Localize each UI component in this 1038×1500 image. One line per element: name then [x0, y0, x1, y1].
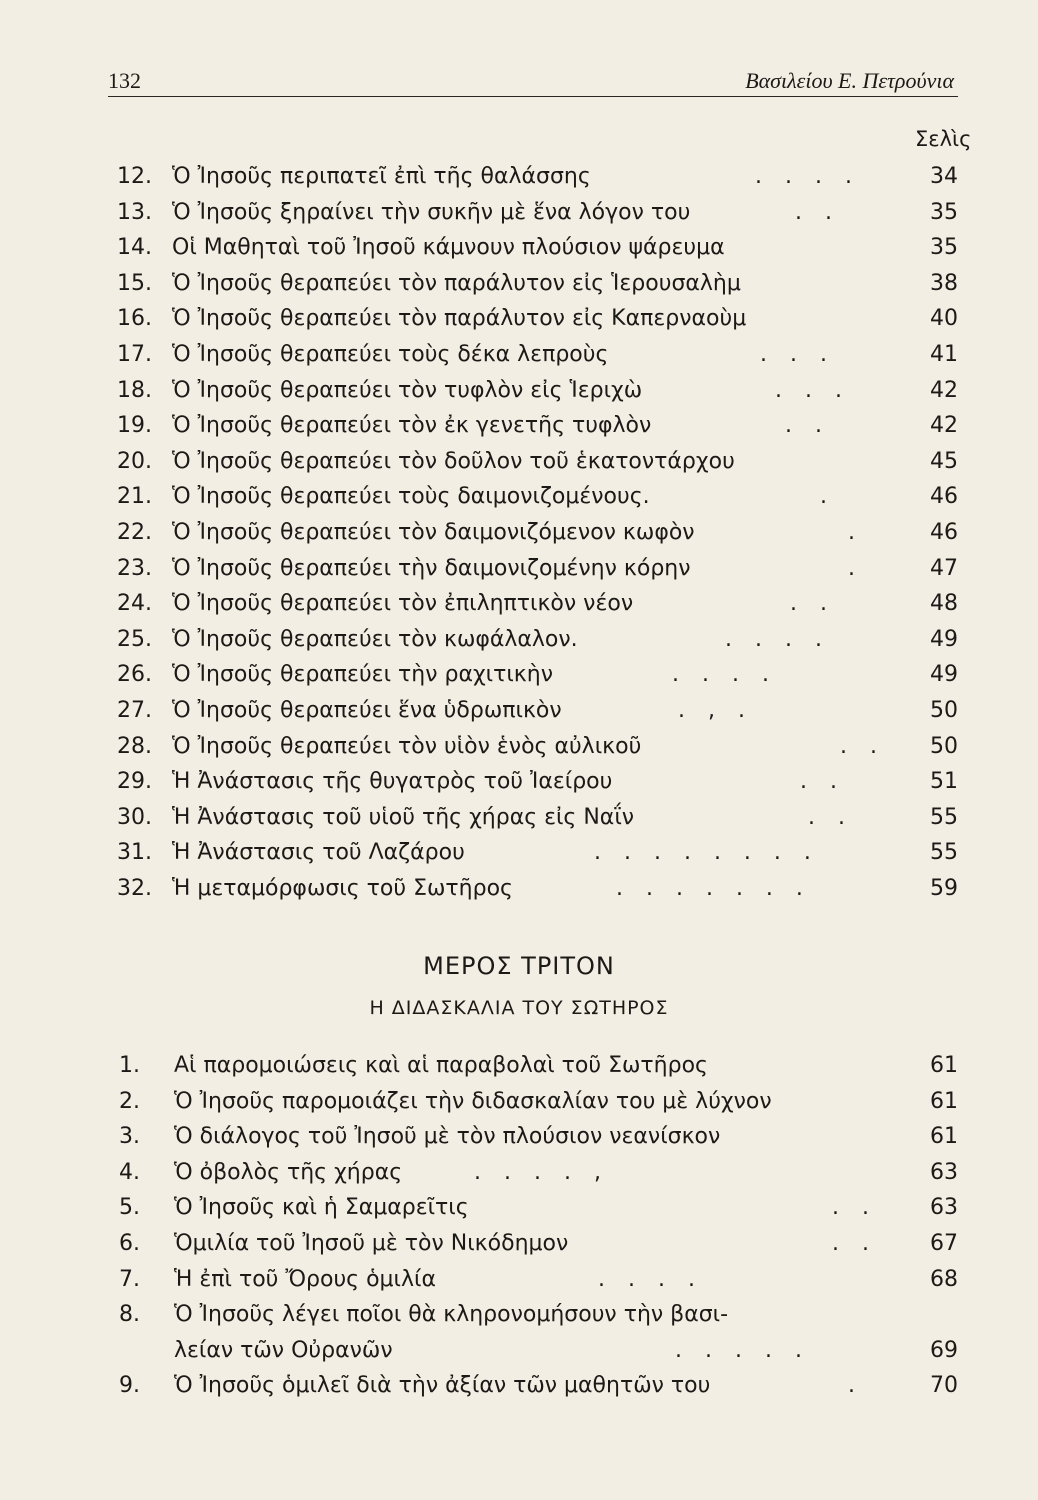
entry-number: 31.: [117, 840, 152, 866]
leader-dots: . .: [832, 1231, 877, 1256]
toc-entry: [0, 1267, 1038, 1303]
entry-number: 21.: [117, 484, 152, 510]
toc-entry: [0, 164, 1038, 200]
leader-dots: .: [848, 1373, 863, 1399]
toc-entry: [0, 1231, 1038, 1267]
entry-page: 46: [930, 520, 958, 545]
toc-entry: [0, 805, 1038, 841]
entry-page: 68: [930, 1266, 958, 1292]
entry-title: Ὁ Ἰησοῦς θεραπεύει τὸν κωφάλαλον.: [172, 626, 578, 652]
entry-number: 9.: [119, 1373, 140, 1399]
entry-title: Ὁ Ἰησοῦς θεραπεύει τοὺς δαιμονιζομένους.: [172, 484, 650, 510]
entry-number: 14.: [117, 235, 152, 261]
entry-title: Ὁ Ἰησοῦς ξηραίνει τὴν συκῆν μὲ ἕνα λόγον του: [172, 199, 691, 225]
leader-dots: . .: [790, 591, 835, 617]
entry-page: 70: [930, 1373, 958, 1399]
entry-title: Ὁ Ἰησοῦς ὁμιλεῖ διὰ τὴν ἀξίαν τῶν μαθητῶν του: [174, 1373, 711, 1399]
entry-title: Ὁ Ἰησοῦς θεραπεύει τὸν παράλυτον εἰς Ἱερουσαλὴμ: [172, 270, 741, 296]
entry-title-continuation: λείαν τῶν Οὐρανῶν: [174, 1337, 393, 1363]
entry-number: 32.: [117, 876, 152, 901]
entry-number: 1.: [119, 1053, 140, 1078]
leader-dots: . .: [832, 1195, 877, 1221]
page-column-label: Σελὶς: [915, 127, 972, 151]
entry-page: 49: [930, 662, 958, 688]
entry-page: 55: [930, 840, 958, 866]
toc-entry: [0, 876, 1038, 912]
toc-entry: [0, 698, 1038, 734]
leader-dots: .: [848, 555, 863, 581]
entry-number: 4.: [119, 1159, 140, 1185]
entry-title: Ὁ διάλογος τοῦ Ἰησοῦ μὲ τὸν πλούσιον νεανίσκον: [174, 1124, 721, 1150]
leader-dots: . . . .: [755, 164, 860, 189]
entry-page: 46: [930, 484, 958, 510]
entry-number: 16.: [117, 306, 152, 332]
entry-title: Ὁ Ἰησοῦς καὶ ἡ Σαμαρεῖτις: [174, 1195, 469, 1221]
leader-dots: . . . . . . . .: [594, 840, 819, 866]
entry-title: Ἡ Ἀνάστασις τῆς θυγατρὸς τοῦ Ἰαείρου: [172, 769, 613, 795]
entry-number: 20.: [117, 448, 152, 474]
entry-title: Ὁ Ἰησοῦς θεραπεύει τὸν ἐπιληπτικὸν νέον: [172, 591, 634, 617]
entry-number: 19.: [117, 413, 152, 439]
leader-dots: . . .: [775, 377, 850, 403]
entry-title: Ὁ Ἰησοῦς θεραπεύει τὸν παράλυτον εἰς Καπερναοὺμ: [172, 306, 747, 332]
toc-entry: [0, 449, 1038, 485]
page-number: 132: [108, 68, 141, 93]
toc-entry: [0, 1053, 1038, 1089]
entry-title: Ὁ Ἰησοῦς θεραπεύει τὴν δαιμονιζομένην κόρην: [172, 555, 691, 581]
entry-page: 63: [930, 1159, 958, 1185]
toc-entry: [0, 1195, 1038, 1231]
toc-entry: [0, 200, 1038, 236]
entry-title: Ἡ ἐπὶ τοῦ Ὄρους ὁμιλία: [174, 1266, 436, 1292]
entry-page: 69: [930, 1337, 958, 1363]
toc-entry: [0, 235, 1038, 271]
toc-entry: [0, 662, 1038, 698]
entry-number: 17.: [117, 342, 152, 367]
entry-page: 67: [930, 1231, 958, 1256]
entry-page: 35: [930, 235, 958, 261]
page-header: [108, 66, 958, 97]
entry-number: 30.: [117, 804, 152, 830]
entry-title: Ὁ Ἰησοῦς θεραπεύει τὸν ἐκ γενετῆς τυφλὸν: [172, 413, 652, 439]
entry-title: Ὁ Ἰησοῦς θεραπεύει τὸν τυφλὸν εἰς Ἱεριχὼ: [172, 377, 643, 403]
entry-page: 61: [930, 1124, 958, 1150]
leader-dots: . . . . .: [675, 1337, 810, 1363]
entry-title: Ὁ Ἰησοῦς θεραπεύει ἕνα ὑδρωπικὸν: [172, 698, 562, 723]
entry-number: 28.: [117, 733, 152, 759]
entry-number: 22.: [117, 520, 152, 545]
entry-page: 61: [930, 1088, 958, 1114]
entry-number: 8.: [119, 1302, 140, 1328]
entry-title: Αἱ παρομοιώσεις καὶ αἱ παραβολαὶ τοῦ Σωτῆρος: [174, 1053, 708, 1078]
leader-dots: .: [848, 520, 863, 545]
entry-title: Ὁ ὀβολὸς τῆς χήρας: [174, 1159, 403, 1185]
entry-number: 26.: [117, 662, 152, 688]
toc-entry: [0, 1302, 1038, 1338]
section-title: ΜΕΡΟΣ ΤΡΙΤΟΝ: [423, 952, 615, 980]
entry-title: Ὁ Ἰησοῦς θεραπεύει τοὺς δέκα λεπροὺς: [172, 342, 609, 367]
entry-page: 51: [930, 769, 958, 795]
entry-title: Ὁ Ἰησοῦς περιπατεῖ ἐπὶ τῆς θαλάσσης: [172, 164, 591, 189]
section-subtitle: Η ΔΙΔΑΣΚΑΛΙΑ ΤΟΥ ΣΩΤΗΡΟΣ: [369, 997, 669, 1019]
entry-page: 50: [930, 698, 958, 723]
entry-page: 42: [930, 377, 958, 403]
entry-page: 45: [930, 448, 958, 474]
leader-dots: . .: [840, 733, 885, 759]
leader-dots: . .: [808, 804, 853, 830]
entry-number: 3.: [119, 1124, 140, 1150]
entry-title: Ὁ Ἰησοῦς θεραπεύει τὴν ραχιτικὴν: [172, 662, 553, 688]
entry-page: 47: [930, 555, 958, 581]
entry-number: 25.: [117, 626, 152, 652]
entry-page: 61: [930, 1053, 958, 1078]
leader-dots: . . . . ,: [474, 1159, 609, 1185]
entry-number: 29.: [117, 769, 152, 795]
entry-page: 48: [930, 591, 958, 617]
entry-page: 41: [930, 342, 958, 367]
entry-page: 55: [930, 804, 958, 830]
entry-title: Ὁμιλία τοῦ Ἰησοῦ μὲ τὸν Νικόδημον: [174, 1231, 569, 1256]
toc-entry: [0, 627, 1038, 663]
toc-entry-continuation: [0, 1338, 1038, 1374]
entry-number: 24.: [117, 591, 152, 617]
entry-title: Ὁ Ἰησοῦς θεραπεύει τὸν δαιμονιζόμενον κωφὸν: [172, 520, 695, 545]
entry-title: Ἡ μεταμόρφωσις τοῦ Σωτῆρος: [172, 876, 513, 901]
entry-page: 59: [930, 876, 958, 901]
entry-title: Ὁ Ἰησοῦς λέγει ποῖοι θὰ κληρονομήσουν τὴν βασι-: [174, 1302, 729, 1328]
toc-entry: [0, 769, 1038, 805]
entry-title: Ὁ Ἰησοῦς θεραπεύει τὸν δοῦλον τοῦ ἑκατοντάρχου: [172, 448, 735, 474]
entry-title: Ὁ Ἰησοῦς θεραπεύει τὸν υἱὸν ἑνὸς αὐλικοῦ: [172, 733, 642, 759]
entry-title: Ἡ Ἀνάστασις τοῦ υἱοῦ τῆς χήρας εἰς Ναΐν: [172, 804, 635, 830]
toc-entry: [0, 306, 1038, 342]
entry-number: 13.: [117, 199, 152, 225]
toc-entry: [0, 734, 1038, 770]
entry-number: 5.: [119, 1195, 140, 1221]
entry-number: 27.: [117, 698, 152, 723]
entry-title: Οἱ Μαθηταὶ τοῦ Ἰησοῦ κάμνουν πλούσιον ψάρευμα: [172, 235, 725, 261]
leader-dots: . .: [785, 413, 830, 439]
toc-entry: [0, 1124, 1038, 1160]
toc-entry: [0, 1373, 1038, 1409]
leader-dots: . .: [800, 769, 845, 795]
leader-dots: . . . .: [598, 1266, 703, 1292]
toc-entry: [0, 413, 1038, 449]
toc-entry: [0, 520, 1038, 556]
entry-title: Ἡ Ἀνάστασις τοῦ Λαζάρου: [172, 840, 465, 866]
entry-number: 18.: [117, 377, 152, 403]
leader-dots: . . . .: [672, 662, 777, 688]
entry-page: 34: [930, 164, 958, 189]
toc-entry: [0, 484, 1038, 520]
entry-page: 35: [930, 199, 958, 225]
entry-number: 6.: [119, 1231, 140, 1256]
entry-page: 50: [930, 733, 958, 759]
entry-title: Ὁ Ἰησοῦς παρομοιάζει τὴν διδασκαλίαν του μὲ λύχνον: [174, 1088, 772, 1114]
toc-entry: [0, 556, 1038, 592]
leader-dots: . . . . . . .: [616, 876, 811, 901]
toc-entry: [0, 1160, 1038, 1196]
entry-page: 40: [930, 306, 958, 332]
running-head: Βασιλείου Ε. Πετρούνια: [745, 68, 954, 93]
entry-number: 15.: [117, 270, 152, 296]
leader-dots: . .: [795, 199, 840, 225]
entry-page: 49: [930, 626, 958, 652]
leader-dots: . , .: [678, 698, 753, 723]
entry-number: 7.: [119, 1266, 140, 1292]
leader-dots: . . .: [760, 342, 835, 367]
toc-entry: [0, 378, 1038, 414]
entry-page: 38: [930, 270, 958, 296]
toc-entry: [0, 591, 1038, 627]
entry-page: 42: [930, 413, 958, 439]
toc-entry: [0, 271, 1038, 307]
toc-entry: [0, 1089, 1038, 1125]
entry-number: 2.: [119, 1088, 140, 1114]
leader-dots: .: [820, 484, 835, 510]
leader-dots: . . . .: [725, 626, 830, 652]
toc-entry: [0, 840, 1038, 876]
toc-entry: [0, 342, 1038, 378]
entry-page: 63: [930, 1195, 958, 1221]
entry-number: 23.: [117, 555, 152, 581]
entry-number: 12.: [117, 164, 152, 189]
